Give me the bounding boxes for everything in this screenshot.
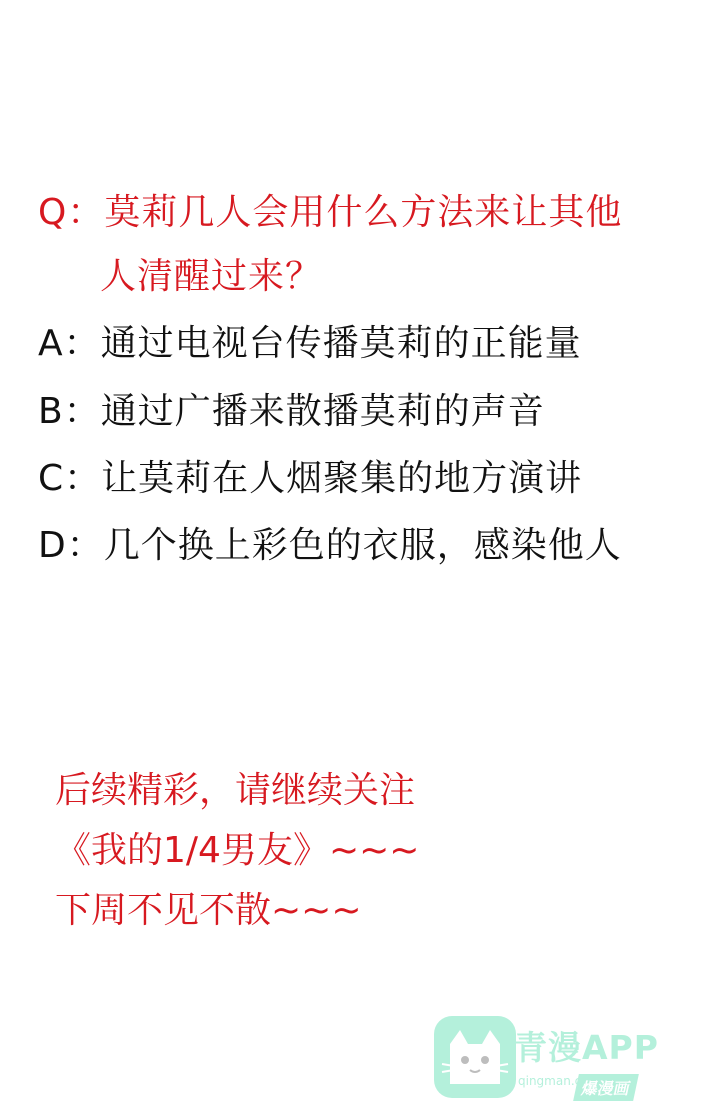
option-b: B：通过广播来散播莫莉的声音 xyxy=(38,391,545,432)
watermark-name: 青漫APP xyxy=(514,1028,659,1067)
option-a: A：通过电视台传播莫莉的正能量 xyxy=(38,323,582,364)
watermark xyxy=(432,1014,692,1108)
watermark-url: qingman.com xyxy=(518,1074,601,1088)
question-line-1: Q：莫莉几人会用什么方法来让其他 xyxy=(38,192,623,233)
question-line-2: 人清醒过来？ xyxy=(100,256,323,297)
option-d: D：几个换上彩色的衣服，感染他人 xyxy=(38,525,622,566)
footer-line-2: 《我的1/4男友》~~~ xyxy=(55,830,420,871)
watermark-tag: 爆漫画 xyxy=(573,1074,639,1101)
footer-line-1: 后续精彩，请继续关注 xyxy=(55,770,416,811)
option-c: C：让莫莉在人烟聚集的地方演讲 xyxy=(38,458,583,499)
cat-logo-icon xyxy=(432,1014,518,1100)
footer-line-3: 下周不见不散~~~ xyxy=(55,890,362,931)
